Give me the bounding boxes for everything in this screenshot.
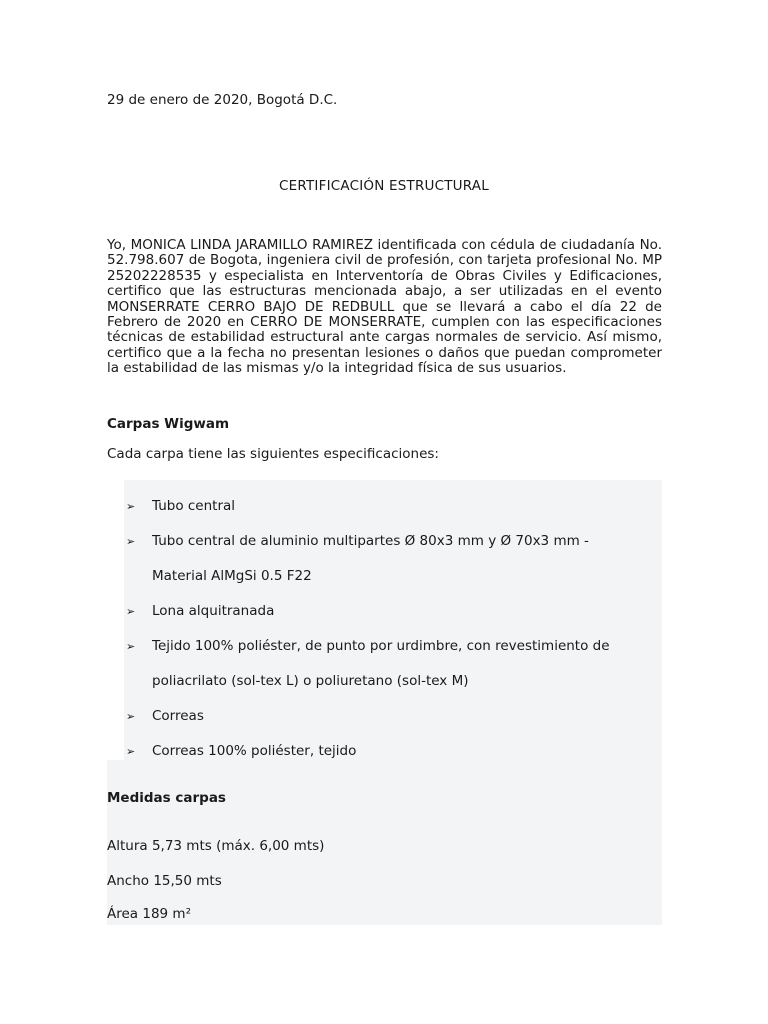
arrow-bullet-icon: ➢ xyxy=(126,605,136,618)
spec-list-item xyxy=(124,559,662,594)
certification-paragraph: Yo, MONICA LINDA JARAMILLO RAMIREZ identificada con cédula de ciudadanía No. 52.798.607 de Bogota, ingeniera civil de profesión, con tarjeta profesional No. MP 25202228535 y especialista en Interventoría de Obras Civiles y Edificaciones, certifico que las estructuras mencionada abajo, a ser utilizadas en el evento MONSERRATE CERRO BAJO DE REDBULL que se llevará a cabo el día 22 de Febrero de 2020 en CERRO DE MONSERRATE, cumplen con las especificaciones técnicas de estabilidad estructural ante cargas normales de servicio. Así mismo, certifico que a la fecha no presentan lesiones o daños que puedan comprometer la estabilidad de las mismas y/o la integridad física de sus usuarios. xyxy=(107,237,662,377)
date-line: 29 de enero de 2020, Bogotá D.C. xyxy=(107,92,338,108)
arrow-bullet-icon: ➢ xyxy=(126,710,136,723)
document-title: CERTIFICACIÓN ESTRUCTURAL xyxy=(279,178,489,194)
spec-list-item xyxy=(124,489,662,524)
spec-list-item-text: poliacrilato (sol-tex L) o poliuretano (sol-tex M) xyxy=(152,673,469,689)
spec-list-item xyxy=(124,629,662,664)
spec-list-item-text: Tubo central xyxy=(152,498,236,514)
spec-list-item-text: Tejido 100% poliéster, de punto por urdimbre, con revestimiento de xyxy=(152,638,610,654)
measure-height: Altura 5,73 mts (máx. 6,00 mts) xyxy=(107,838,325,854)
spec-list-item-text: Tubo central de aluminio multipartes Ø 80x3 mm y Ø 70x3 mm - xyxy=(152,533,589,549)
spec-list-item xyxy=(124,699,662,734)
section-heading-medidas: Medidas carpas xyxy=(107,790,226,806)
arrow-bullet-icon: ➢ xyxy=(126,535,136,548)
spec-list-item-text: Lona alquitranada xyxy=(152,603,275,619)
arrow-bullet-icon: ➢ xyxy=(126,640,136,653)
spec-list-item xyxy=(124,524,662,559)
measure-width: Ancho 15,50 mts xyxy=(107,873,222,889)
spec-list-item-text: Correas xyxy=(152,708,204,724)
arrow-bullet-icon: ➢ xyxy=(126,745,136,758)
measure-area: Área 189 m² xyxy=(107,906,191,922)
specs-intro: Cada carpa tiene las siguientes especificaciones: xyxy=(107,446,439,462)
spec-list-item-text: Correas 100% poliéster, tejido xyxy=(152,743,357,759)
arrow-bullet-icon: ➢ xyxy=(126,500,136,513)
spec-list-item xyxy=(124,664,662,699)
spec-list-item xyxy=(124,734,662,769)
spec-list-item-text: Material AlMgSi 0.5 F22 xyxy=(152,568,312,584)
spec-list xyxy=(124,489,662,769)
spec-list-item xyxy=(124,594,662,629)
section-heading-carpas: Carpas Wigwam xyxy=(107,416,230,432)
